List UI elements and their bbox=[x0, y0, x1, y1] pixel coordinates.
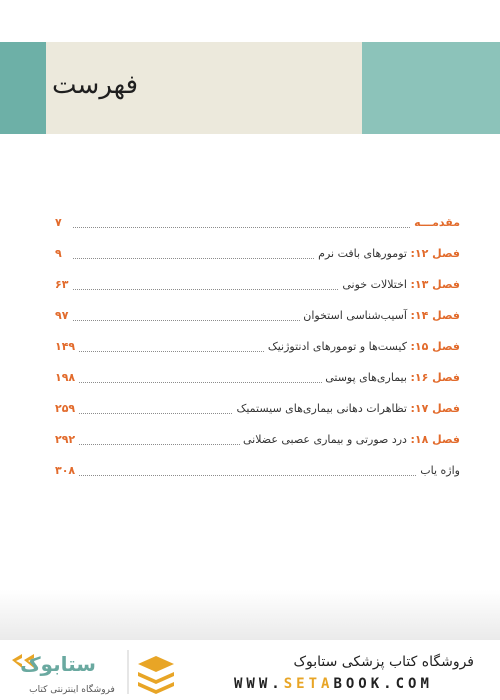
toc-entry-label bbox=[315, 247, 460, 260]
logo-wordmark: ستابوک bbox=[20, 652, 96, 676]
toc-entry-label bbox=[233, 402, 460, 415]
store-footer bbox=[0, 640, 500, 700]
toc-entry-label bbox=[339, 278, 460, 291]
store-url[interactable] bbox=[234, 676, 433, 692]
dot-leader bbox=[73, 475, 460, 476]
setabook-logo bbox=[0, 640, 180, 700]
toc-entry[interactable] bbox=[55, 270, 460, 301]
page-number: ۲۵۹ bbox=[55, 402, 78, 415]
url-suffix: BOOK.COM bbox=[333, 676, 433, 692]
chapter-title: واژه یاب bbox=[420, 464, 460, 477]
toc-entry-label bbox=[411, 216, 460, 229]
chapter-title: تظاهرات دهانی بیماری‌های سیستمیک bbox=[236, 402, 407, 415]
chapter-number: فصل ۱۷: bbox=[410, 402, 460, 415]
chapter-title: مقدمـــه bbox=[414, 216, 460, 229]
chapter-title: تومورهای بافت نرم bbox=[318, 247, 407, 260]
header-accent-left bbox=[0, 42, 46, 134]
chapter-title: اختلالات خونی bbox=[342, 278, 407, 291]
url-accent: SETA bbox=[283, 676, 334, 692]
toc-entry[interactable] bbox=[55, 332, 460, 363]
toc-entry-label bbox=[322, 371, 460, 384]
chapter-title: آسیب‌شناسی استخوان bbox=[303, 309, 407, 322]
toc-entry[interactable] bbox=[55, 208, 460, 239]
toc-entry[interactable] bbox=[55, 394, 460, 425]
chapter-number: فصل ۱۶: bbox=[410, 371, 460, 384]
page-title: فهرست bbox=[52, 70, 139, 100]
chapter-number: فصل ۱۲: bbox=[410, 247, 460, 260]
toc-entry[interactable] bbox=[55, 239, 460, 270]
page-number: ۷ bbox=[55, 216, 65, 229]
toc-entry-label bbox=[417, 464, 460, 477]
toc-entry[interactable] bbox=[55, 301, 460, 332]
toc-entry-label bbox=[240, 433, 460, 446]
chapter-title: بیماری‌های پوستی bbox=[325, 371, 407, 384]
page-number: ۹ bbox=[55, 247, 65, 260]
chapter-number: فصل ۱۸: bbox=[410, 433, 460, 446]
toc-entry[interactable] bbox=[55, 363, 460, 394]
header-accent-right bbox=[362, 42, 500, 134]
toc-entry-label bbox=[265, 340, 460, 353]
chapter-title: درد صورتی و بیماری عصبی عضلانی bbox=[242, 433, 407, 446]
toc-entry[interactable] bbox=[55, 456, 460, 487]
toc-entry-label bbox=[300, 309, 460, 322]
table-of-contents bbox=[55, 208, 460, 487]
page-number: ۱۹۸ bbox=[55, 371, 78, 384]
header-band bbox=[0, 42, 500, 134]
chapter-number: فصل ۱۵: bbox=[410, 340, 460, 353]
page-number: ۱۴۹ bbox=[55, 340, 78, 353]
page-number: ۹۷ bbox=[55, 309, 71, 322]
store-name: فروشگاه کتاب پزشکی ستابوک bbox=[293, 654, 474, 670]
page-bottom-shadow bbox=[0, 590, 500, 640]
chapter-title: کیست‌ها و تومورهای ادنتوژنیک bbox=[267, 340, 407, 353]
book-stack-icon bbox=[138, 656, 174, 694]
url-prefix: WWW. bbox=[234, 676, 284, 692]
page-number: ۲۹۲ bbox=[55, 433, 78, 446]
chapter-number: فصل ۱۳: bbox=[410, 278, 460, 291]
logo-tagline: فروشگاه اینترنتی کتاب bbox=[29, 685, 115, 695]
dot-leader bbox=[73, 227, 460, 228]
toc-entry[interactable] bbox=[55, 425, 460, 456]
page-number: ۶۳ bbox=[55, 278, 71, 291]
chapter-number: فصل ۱۴: bbox=[410, 309, 460, 322]
page-number: ۳۰۸ bbox=[55, 464, 78, 477]
